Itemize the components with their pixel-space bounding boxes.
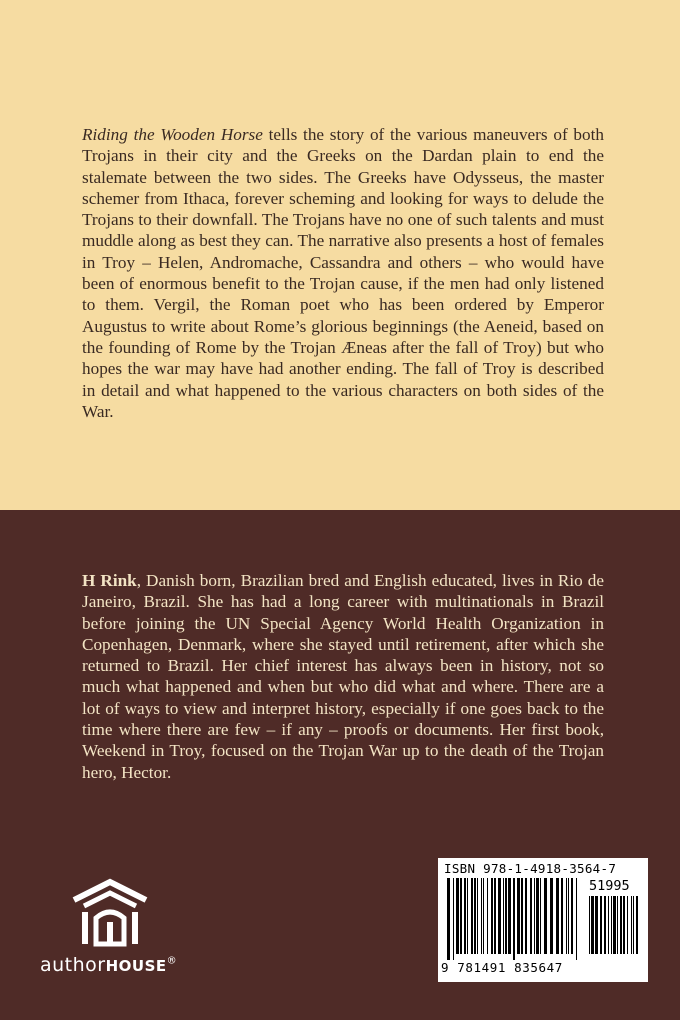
barcode-bar xyxy=(513,878,515,960)
barcode-bar xyxy=(477,878,478,954)
barcode-bar xyxy=(589,896,590,954)
price-code: 51995 xyxy=(589,878,630,894)
publisher-name: authorHOUSE® xyxy=(40,954,178,976)
barcode-bar xyxy=(460,878,462,954)
barcode-bar xyxy=(456,878,459,954)
barcode-bar xyxy=(604,896,606,954)
barcode-bar xyxy=(600,896,602,954)
book-title: Riding the Wooden Horse xyxy=(82,125,263,144)
barcode-bar xyxy=(453,878,454,960)
barcode-bar xyxy=(566,878,567,954)
barcode-bar xyxy=(576,878,577,960)
barcode-bar xyxy=(571,878,573,954)
barcode-bar xyxy=(471,878,473,954)
barcode-bar xyxy=(591,896,594,954)
barcode-bar xyxy=(608,896,609,954)
author-name: H Rink xyxy=(82,571,137,590)
isbn-barcode xyxy=(438,858,648,982)
barcode-bar xyxy=(550,878,553,954)
barcode-bars xyxy=(446,878,582,960)
barcode-digits: 9 781491 835647 xyxy=(441,960,563,975)
synopsis-text xyxy=(82,124,604,422)
synopsis-body: tells the story of the various maneuvers of both Trojans in their city and the Greeks on the Dardan plain to end the stalemate between the two sides. The Greeks have Odysseus, the master schemer from Ithaca, forever scheming and looking for ways to delude the Trojans to their downfall. The Trojans have no one of such talents and must muddle along as best they can. The narrative also presents a host of females in Troy – Helen, Andromache, Cassandra and others – who would have been of enormous benefit to the Trojan cause, if the men had only listened to them. Vergil, the Roman poet who has been ordered by Emperor Augustus to write about Rome’s glorious beginnings (the Aeneid, based on the founding of Rome by the Trojan Æneas after the fall of Troy) but who hopes the war may have had another ending. The fall of Troy is described in detail and what happened to the various characters on both sides of the War. xyxy=(82,125,604,421)
barcode-bar xyxy=(447,878,450,960)
author-bio-body: , Danish born, Brazilian bred and English educated, lives in Rio de Janeiro, Brazil. She has had a long career with multinationals in Brazil before joining the UN Special Agency World Health Organization in Copenhagen, Denmark, where she stayed until retirement, after which she returned to Brazil. Her chief interest has always been in history, not so much what happened and when but who did what and where. There are a lot of ways to view and interpret history, especially if one goes back to the time where there are few – if any – proofs or documents. Her first book, Weekend in Troy, focused on the Trojan War up to the death of the Trojan hero, Hector. xyxy=(82,571,604,782)
barcode-bar xyxy=(525,878,527,954)
barcode-bar xyxy=(620,896,622,954)
barcode-bar xyxy=(521,878,523,954)
barcode-bar xyxy=(494,878,496,954)
barcode-bar xyxy=(467,878,468,954)
barcode-bar xyxy=(595,896,598,954)
barcode-bar xyxy=(617,896,618,954)
barcode-bar xyxy=(631,896,632,954)
barcode-bar xyxy=(505,878,507,954)
barcode-bar xyxy=(536,878,539,954)
barcode-bar xyxy=(503,878,504,954)
author-bio xyxy=(82,570,604,783)
barcode-bar xyxy=(611,896,612,954)
barcode-bar xyxy=(483,878,484,954)
barcode-bar xyxy=(636,896,638,954)
barcode-bar xyxy=(481,878,482,954)
barcode-bar xyxy=(508,878,511,954)
barcode-bar xyxy=(498,878,501,954)
barcode-bar xyxy=(517,878,520,954)
barcode-bar xyxy=(627,896,628,954)
barcode-bar xyxy=(561,878,563,954)
publisher-logo xyxy=(40,878,190,988)
barcode-bar xyxy=(540,878,541,954)
barcode-bar xyxy=(613,896,616,954)
isbn-label: ISBN 978-1-4918-3564-7 xyxy=(444,861,617,876)
barcode-bar xyxy=(556,878,559,954)
price-barcode-bars xyxy=(588,896,640,960)
barcode-bar xyxy=(633,896,634,954)
barcode-bar xyxy=(474,878,476,954)
barcode-bar xyxy=(464,878,466,954)
barcode-bar xyxy=(530,878,532,954)
barcode-bar xyxy=(487,878,488,954)
barcode-bar xyxy=(568,878,569,954)
barcode-bar xyxy=(491,878,493,954)
barcode-bar xyxy=(534,878,535,954)
house-icon xyxy=(68,878,152,950)
barcode-bar xyxy=(623,896,625,954)
barcode-bar xyxy=(544,878,547,954)
